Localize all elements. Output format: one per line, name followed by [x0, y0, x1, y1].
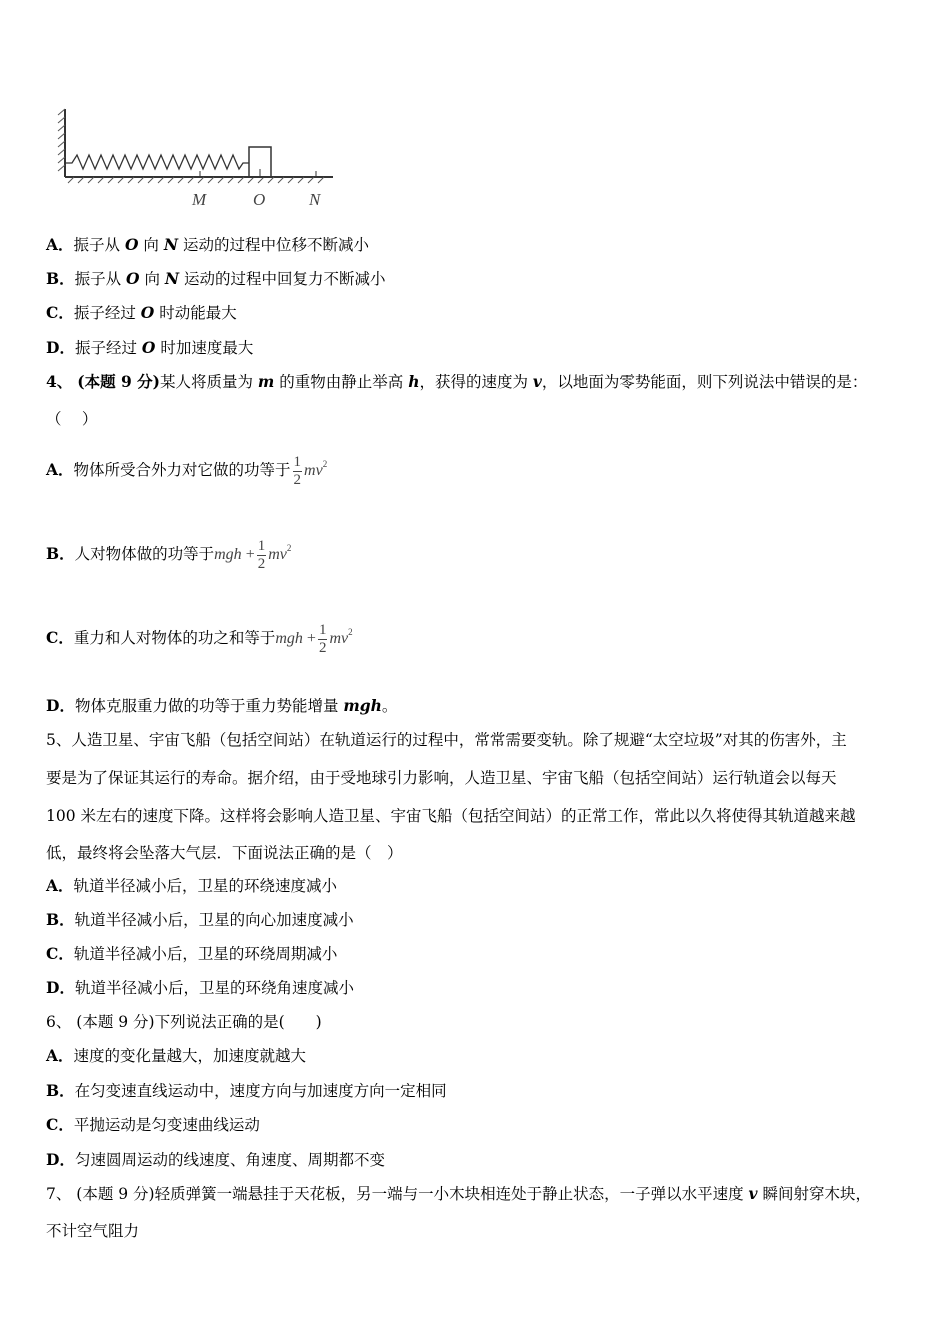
formula-half-mv2: $\frac{1}{2}$ $mv^2$: [293, 453, 328, 488]
q3-option-c: C．振子经过 O 时动能最大: [46, 303, 237, 322]
q3-option-a: A．振子从 O 向 N 运动的过程中位移不断减小: [46, 235, 369, 254]
label-n: N: [309, 190, 321, 209]
q3-option-d: D．振子经过 O 时加速度最大: [46, 338, 254, 357]
q5-option-c: C．轨道半径减小后，卫星的环绕周期减小: [46, 944, 338, 963]
q4-option-c: C．重力和人对物体的功之和等于mgh + $\frac{1}{2}$ $mv^2$: [46, 621, 353, 656]
q4-option-a: A．物体所受合外力对它做的功等于 $\frac{1}{2}$ $mv^2$: [46, 453, 328, 488]
q6-stem: 6、 (本题 9 分)下列说法正确的是( ): [46, 1013, 322, 1031]
label-o: O: [253, 190, 266, 209]
wall-hatching: [58, 109, 65, 171]
q5-option-d: D．轨道半径减小后，卫星的环绕角速度减小: [46, 978, 354, 997]
q5-option-b: B．轨道半径减小后，卫星的向心加速度减小: [46, 910, 354, 929]
q4-option-b: B．人对物体做的功等于mgh + $\frac{1}{2}$ $mv^2$: [46, 537, 292, 572]
formula-mgh-plus-half-mv2-c: mgh + $\frac{1}{2}$ $mv^2$: [275, 621, 353, 656]
q7-stem-line-2: 不计空气阻力: [46, 1222, 140, 1240]
q5-option-a: A．轨道半径减小后，卫星的环绕速度减小: [46, 876, 338, 895]
formula-mgh-plus-half-mv2: mgh + $\frac{1}{2}$ $mv^2$: [214, 537, 292, 572]
q5-stem-line-4: 低，最终将会坠落大气层．下面说法正确的是（ ）: [46, 844, 403, 862]
q5-stem-line-2: 要是为了保证其运行的寿命。据介绍，由于受地球引力影响，人造卫星、宇宙飞船（包括空间站）运行轨道会以每天: [46, 769, 837, 787]
q5-stem-line-3: 100 米左右的速度下降。这样将会影响人造卫星、宇宙飞船（包括空间站）的正常工作，常此以久将使得其轨道越来越: [46, 807, 856, 825]
q6-option-c: C．平抛运动是匀变速曲线运动: [46, 1115, 260, 1134]
label-m: M: [192, 190, 207, 209]
q4-stem: 4、 (本题 9 分)某人将质量为 m 的重物由静止举高 h，获得的速度为 v，以地面为零势能面，则下列说法中错误的是：: [46, 372, 868, 391]
q6-option-d: D．匀速圆周运动的线速度、角速度、周期都不变: [46, 1150, 385, 1169]
q6-option-a: A．速度的变化量越大，加速度就越大: [46, 1046, 307, 1065]
spring-oscillator-figure: [50, 105, 350, 215]
q3-option-b: B．振子从 O 向 N 运动的过程中回复力不断减小: [46, 269, 386, 288]
spring: [65, 155, 249, 169]
q4-option-d: D．物体克服重力做的功等于重力势能增量 mgh。: [46, 696, 398, 715]
q4-paren: （ ）: [46, 410, 98, 428]
q5-stem-line-1: 5、人造卫星、宇宙飞船（包括空间站）在轨道运行的过程中，常常需要变轨。除了规避“太空垃圾”对其的伤害外，主: [46, 731, 847, 749]
q7-stem-line-1: 7、 (本题 9 分)轻质弹簧一端悬挂于天花板，另一端与一小木块相连处于静止状态，一子弹以水平速度 v 瞬间射穿木块，: [46, 1184, 871, 1203]
q6-option-b: B．在匀变速直线运动中，速度方向与加速度方向一定相同: [46, 1081, 447, 1100]
